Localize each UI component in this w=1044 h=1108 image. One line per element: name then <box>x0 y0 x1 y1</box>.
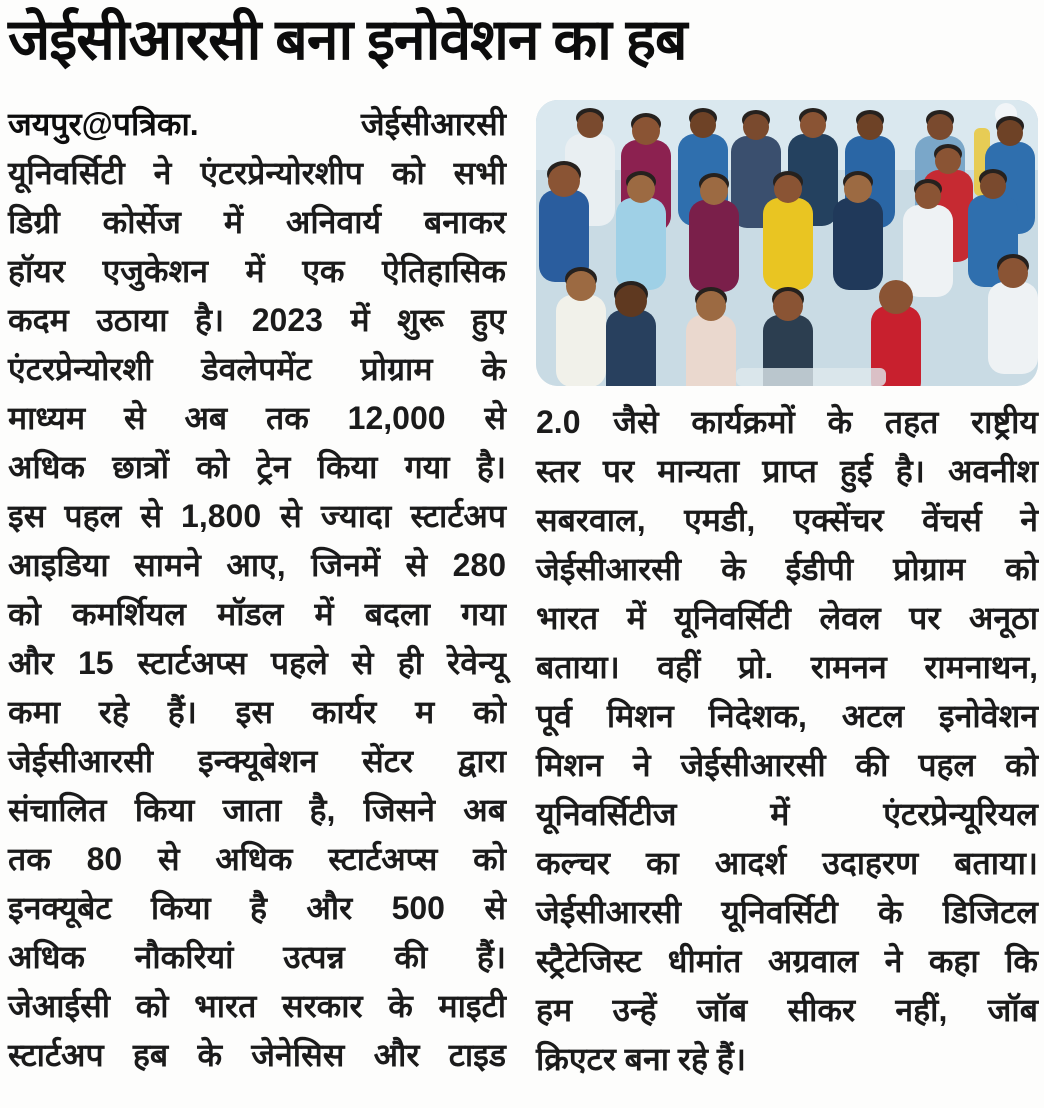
article-headline: जेईसीआरसी बना इनोवेशन का हब <box>8 8 687 72</box>
text-line: यूनिवर्सिटीज में एंटरप्रेन्यूरियल <box>536 796 1038 832</box>
text-line: कदम उठाया है। 2023 में शुरू हुए <box>8 302 506 338</box>
text-line: कल्चर का आदर्श उदाहरण बताया। <box>536 845 1038 881</box>
text-line: भारत में यूनिवर्सिटी लेवल पर अनूठा <box>536 600 1038 636</box>
text-line: डिग्री कोर्सेज में अनिवार्य बनाकर <box>8 204 506 240</box>
lead-word: जेईसीआरसी <box>360 106 506 142</box>
text-line: स्टार्टअप हब के जेनेसिस और टाइड <box>8 1037 506 1073</box>
text-line: बताया। वहीं प्रो. रामनन रामनाथन, <box>536 649 1038 685</box>
text-line: इस पहल से 1,800 से ज्यादा स्टार्टअप <box>8 498 506 534</box>
left-column <box>8 100 506 1084</box>
left-column-text <box>8 149 506 1080</box>
text-line: हम उन्हें जॉब सीकर नहीं, जॉब <box>536 992 1038 1028</box>
text-line: इनक्यूबेट किया है और 500 से <box>8 890 506 926</box>
text-line: अधिक छात्रों को ट्रेन किया गया है। <box>8 449 506 485</box>
text-line: क्रिएटर बना रहे हैं। <box>536 1041 746 1077</box>
text-line: माध्यम से अब तक 12,000 से <box>8 400 506 436</box>
text-line: पूर्व मिशन निदेशक, अटल इनोवेशन <box>536 698 1038 734</box>
text-line: एंटरप्रेन्योरशी डेवलेपमेंट प्रोग्राम के <box>8 351 506 387</box>
dateline: जयपुर@पत्रिका. <box>8 106 199 142</box>
text-line: जेआईसी को भारत सरकार के माइटी <box>8 988 506 1024</box>
group-photo-illustration <box>536 100 1038 386</box>
text-line: और 15 स्टार्टअप्स पहले से ही रेवेन्यू <box>8 645 506 681</box>
right-column-text <box>536 398 1038 1084</box>
text-line: मिशन ने जेईसीआरसी की पहल को <box>536 747 1038 783</box>
text-line: स्ट्रैटेजिस्ट धीमांत अग्रवाल ने कहा कि <box>536 943 1038 979</box>
text-line: स्तर पर मान्यता प्राप्त हुई है। अवनीश <box>536 453 1038 489</box>
group-photo <box>536 100 1038 386</box>
text-line: अधिक नौकरियां उत्पन्न की हैं। <box>8 939 506 975</box>
dateline-row <box>8 100 506 149</box>
text-line: 2.0 जैसे कार्यक्रमों के तहत राष्ट्रीय <box>536 404 1038 440</box>
right-column <box>536 100 1038 1084</box>
article-body <box>0 100 1044 1084</box>
text-line: कमा रहे हैं। इस कार्यर म को <box>8 694 506 730</box>
text-line: जेईसीआरसी के ईडीपी प्रोग्राम को <box>536 551 1038 587</box>
text-line: जेईसीआरसी यूनिवर्सिटी के डिजिटल <box>536 894 1038 930</box>
text-line: आइडिया सामने आए, जिनमें से 280 <box>8 547 506 583</box>
text-line: हॉयर एजुकेशन में एक ऐतिहासिक <box>8 253 506 289</box>
text-line: को कमर्शियल मॉडल में बदला गया <box>8 596 506 632</box>
text-line: सबरवाल, एमडी, एक्सेंचर वेंचर्स ने <box>536 502 1038 538</box>
text-line: जेईसीआरसी इन्क्यूबेशन सेंटर द्वारा <box>8 743 506 779</box>
text-line: संचालित किया जाता है, जिसने अब <box>8 792 506 828</box>
text-line: यूनिवर्सिटी ने एंटरप्रेन्योरशीप को सभी <box>8 155 506 191</box>
text-line: तक 80 से अधिक स्टार्टअप्स को <box>8 841 506 877</box>
